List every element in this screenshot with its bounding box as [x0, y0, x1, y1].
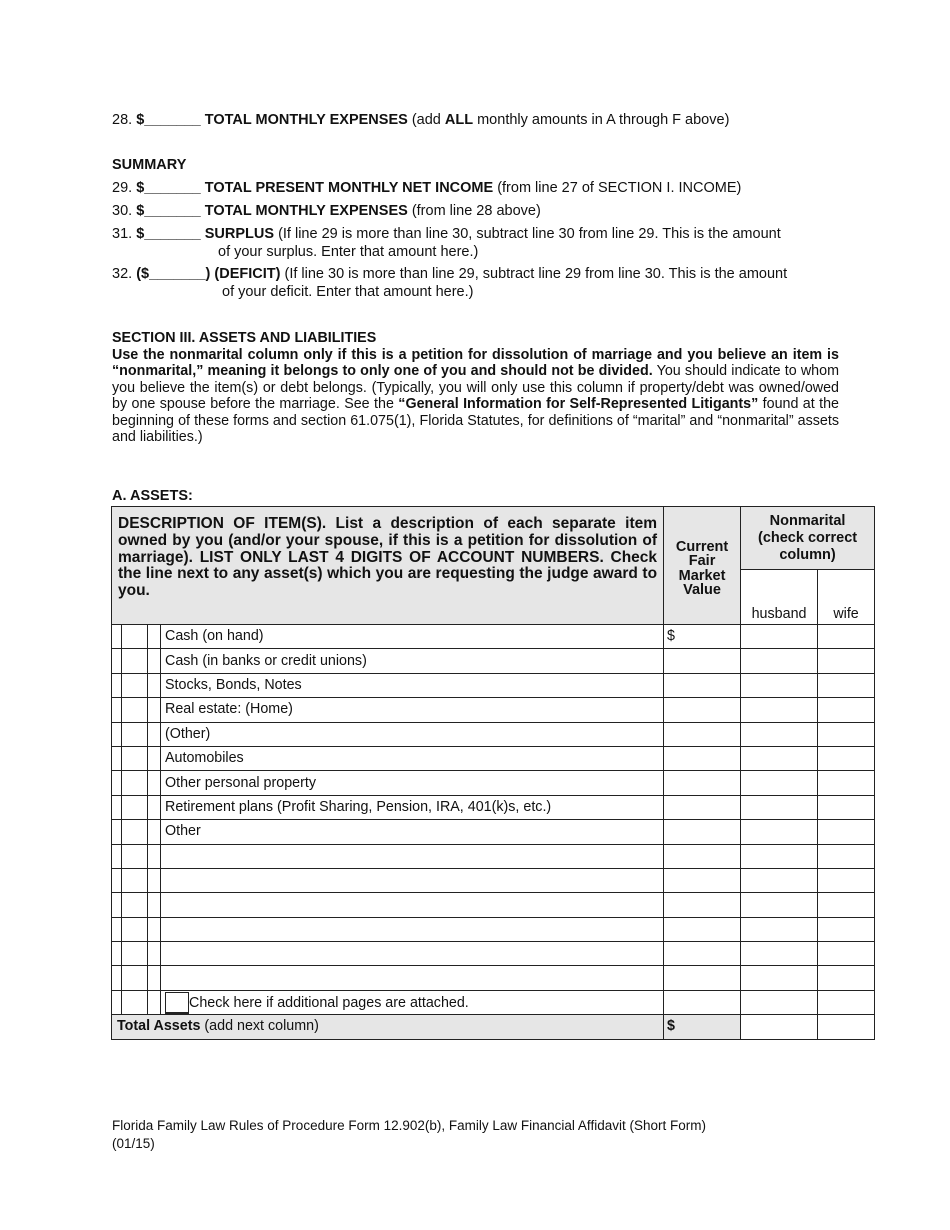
item-description[interactable]: Other personal property [161, 771, 664, 795]
wife-cell[interactable] [818, 673, 875, 697]
checkbox-cell[interactable] [122, 966, 148, 990]
footer-form-title: Florida Family Law Rules of Procedure Form 12.902(b), Family Law Financial Affidavit (Short Form) [112, 1118, 706, 1133]
value-cell[interactable] [664, 917, 741, 941]
item-description[interactable] [161, 942, 664, 966]
section-3-paragraph [112, 347, 839, 446]
husband-cell[interactable] [741, 746, 818, 770]
row-margin [112, 746, 122, 770]
header-line: Value [683, 582, 721, 598]
checkbox-cell[interactable] [122, 649, 148, 673]
table-row [112, 649, 875, 673]
footer-revision-date: (01/15) [112, 1136, 155, 1151]
value-cell[interactable]: $ [664, 625, 741, 649]
value-cell[interactable] [664, 722, 741, 746]
spacer-cell [148, 625, 161, 649]
wife-cell[interactable] [818, 844, 875, 868]
row-margin [112, 990, 122, 1014]
total-assets-label-cell [112, 1015, 664, 1039]
spacer-cell [148, 917, 161, 941]
attached-pages-label: Check here if additional pages are attached. [189, 994, 469, 1011]
value-cell[interactable] [664, 990, 741, 1014]
table-row [112, 771, 875, 795]
assets-table [111, 506, 875, 1040]
total-wife-cell[interactable] [818, 1015, 875, 1039]
husband-cell[interactable] [741, 673, 818, 697]
line-number: 30. [112, 203, 133, 219]
checkbox-cell[interactable] [122, 844, 148, 868]
checkbox-cell[interactable] [122, 820, 148, 844]
value-cell[interactable] [664, 844, 741, 868]
wife-cell[interactable] [818, 820, 875, 844]
table-row [112, 966, 875, 990]
total-assets-row [112, 1015, 875, 1039]
value-cell[interactable] [664, 673, 741, 697]
amount-blank[interactable]: ($_______) [136, 266, 211, 282]
table-row [112, 893, 875, 917]
wife-cell[interactable] [818, 966, 875, 990]
line-number: 28. [112, 112, 133, 128]
footer [112, 1117, 706, 1153]
checkbox-cell[interactable] [122, 746, 148, 770]
summary-heading: SUMMARY [112, 157, 187, 173]
spacer-cell [148, 942, 161, 966]
row-margin [112, 649, 122, 673]
wife-cell[interactable] [818, 722, 875, 746]
line-number: 29. [112, 180, 133, 196]
line-30 [112, 203, 541, 220]
table-row [112, 844, 875, 868]
husband-cell[interactable] [741, 966, 818, 990]
item-description[interactable]: Real estate: (Home) [161, 698, 664, 722]
value-cell[interactable] [664, 795, 741, 819]
spacer-cell [148, 649, 161, 673]
checkbox-cell[interactable] [122, 917, 148, 941]
spacer-cell [148, 771, 161, 795]
line-32-continuation: of your deficit. Enter that amount here.) [222, 284, 474, 300]
spacer-cell [148, 868, 161, 892]
checkbox-cell[interactable] [122, 893, 148, 917]
section-3-bold-intro: Use the nonmarital column only if this is a petition for dissolution of marriage and you believe an item is “nonmarital,” meaning it belongs to only one of you and should not be divided. [112, 346, 839, 379]
husband-cell[interactable] [741, 698, 818, 722]
attached-pages-checkbox[interactable] [165, 992, 189, 1014]
line-text-bold: ALL [444, 112, 474, 128]
table-row [112, 673, 875, 697]
line-label: SURPLUS [204, 226, 275, 242]
section-3-heading: SECTION III. ASSETS AND LIABILITIES [112, 330, 377, 346]
husband-cell[interactable] [741, 990, 818, 1014]
item-description[interactable]: Retirement plans (Profit Sharing, Pension, IRA, 401(k)s, etc.) [161, 795, 664, 819]
section-3-text: You should indicate to whom you believe the item(s) or debt belongs. (Typically, you will only use this column if property/debt was owned/owed by one spouse before the marriage. See the [112, 363, 839, 412]
table-row [112, 795, 875, 819]
spacer-cell [148, 722, 161, 746]
item-description[interactable] [161, 844, 664, 868]
checkbox-cell[interactable] [122, 868, 148, 892]
nonmarital-header [741, 507, 875, 570]
table-row [112, 746, 875, 770]
assets-heading: A. ASSETS: [112, 488, 193, 504]
total-assets-value[interactable]: $ [664, 1015, 741, 1039]
wife-cell[interactable] [818, 649, 875, 673]
table-row [112, 625, 875, 649]
row-margin [112, 722, 122, 746]
row-margin [112, 942, 122, 966]
line-32 [112, 266, 787, 283]
spacer-cell [148, 795, 161, 819]
checkbox-cell[interactable] [122, 673, 148, 697]
table-row [112, 868, 875, 892]
item-description[interactable]: Other [161, 820, 664, 844]
amount-blank[interactable]: $_______ [136, 180, 201, 196]
wife-header: wife [818, 570, 875, 625]
item-description[interactable] [161, 966, 664, 990]
checkbox-cell[interactable] [122, 771, 148, 795]
attached-pages-cell [161, 990, 664, 1014]
header-line: (check correct [757, 529, 858, 546]
table-row [112, 698, 875, 722]
table-row [112, 722, 875, 746]
wife-cell[interactable] [818, 942, 875, 966]
checkbox-cell[interactable] [122, 698, 148, 722]
husband-cell[interactable] [741, 820, 818, 844]
spacer-cell [148, 746, 161, 770]
row-margin [112, 966, 122, 990]
item-description[interactable]: (Other) [161, 722, 664, 746]
table-row [112, 820, 875, 844]
header-line: Market [678, 567, 726, 584]
line-31 [112, 226, 781, 243]
checkbox-cell[interactable] [122, 990, 148, 1014]
header-line: column) [779, 546, 836, 563]
line-text: (add [411, 112, 445, 128]
line-label: TOTAL MONTHLY EXPENSES [204, 203, 408, 219]
total-assets-label: Total Assets [117, 1018, 201, 1035]
value-cell[interactable] [664, 820, 741, 844]
line-label: TOTAL PRESENT MONTHLY NET INCOME [204, 180, 494, 196]
checkbox-cell[interactable] [122, 942, 148, 966]
spacer-cell [148, 698, 161, 722]
line-text: (If line 30 is more than line 29, subtract line 29 from line 30. This is the amount [284, 266, 788, 282]
husband-cell[interactable] [741, 771, 818, 795]
item-description[interactable]: Cash (in banks or credit unions) [161, 649, 664, 673]
husband-header: husband [741, 570, 818, 625]
value-cell[interactable] [664, 771, 741, 795]
spacer-cell [148, 966, 161, 990]
husband-cell[interactable] [741, 795, 818, 819]
husband-cell[interactable] [741, 722, 818, 746]
spacer-cell [148, 673, 161, 697]
wife-cell[interactable] [818, 746, 875, 770]
value-cell[interactable] [664, 868, 741, 892]
spacer-cell [148, 844, 161, 868]
amount-blank[interactable]: $_______ [136, 203, 201, 219]
wife-cell[interactable] [818, 893, 875, 917]
amount-blank[interactable]: $_______ [136, 112, 201, 128]
row-margin [112, 844, 122, 868]
line-28 [112, 112, 729, 129]
row-margin [112, 893, 122, 917]
item-description[interactable] [161, 868, 664, 892]
wife-cell[interactable] [818, 795, 875, 819]
item-description[interactable] [161, 893, 664, 917]
wife-cell[interactable] [818, 990, 875, 1014]
table-row [112, 942, 875, 966]
wife-cell[interactable] [818, 771, 875, 795]
value-cell[interactable] [664, 893, 741, 917]
value-cell[interactable] [664, 942, 741, 966]
item-description[interactable] [161, 917, 664, 941]
market-value-header [664, 507, 741, 625]
table-row [112, 917, 875, 941]
row-margin [112, 868, 122, 892]
row-margin [112, 673, 122, 697]
value-cell[interactable] [664, 966, 741, 990]
section-3-text: found at the beginning of these forms and section 61.075(1), Florida Statutes, for definitions of “marital” and “nonmarital” assets and liabilities.) [112, 396, 839, 445]
item-description[interactable]: Automobiles [161, 746, 664, 770]
checkbox-cell[interactable] [122, 795, 148, 819]
line-number: 32. [112, 266, 133, 282]
description-header: DESCRIPTION OF ITEM(S). List a description of each separate item owned by you (and/or your spouse, if this is a petition for dissolution of marriage). LIST ONLY LAST 4 DIGITS OF ACCOUNT NUMBERS. Check the line next to any asset(s) which you are requesting the judge award to you. [112, 507, 664, 625]
row-margin [112, 771, 122, 795]
line-label: (DEFICIT) [214, 266, 281, 282]
total-assets-note: (add next column) [204, 1018, 319, 1035]
item-description[interactable]: Stocks, Bonds, Notes [161, 673, 664, 697]
line-number: 31. [112, 226, 133, 242]
checkbox-cell[interactable] [122, 625, 148, 649]
line-29 [112, 180, 741, 197]
value-cell[interactable] [664, 746, 741, 770]
line-text: (If line 29 is more than line 30, subtract line 30 from line 29. This is the amount [278, 226, 781, 242]
section-3-bold-ref: “General Information for Self-Represented Litigants” [398, 396, 759, 412]
husband-cell[interactable] [741, 917, 818, 941]
amount-blank[interactable]: $_______ [136, 226, 201, 242]
spacer-cell [148, 820, 161, 844]
husband-cell[interactable] [741, 844, 818, 868]
row-margin [112, 795, 122, 819]
header-line: Nonmarital [769, 512, 846, 529]
line-31-continuation: of your surplus. Enter that amount here.) [218, 244, 479, 260]
wife-cell[interactable] [818, 625, 875, 649]
section-3 [112, 330, 839, 446]
husband-cell[interactable] [741, 868, 818, 892]
spacer-cell [148, 893, 161, 917]
husband-cell[interactable] [741, 649, 818, 673]
wife-cell[interactable] [818, 698, 875, 722]
total-husband-cell[interactable] [741, 1015, 818, 1039]
line-text: (from line 27 of SECTION I. INCOME) [497, 180, 742, 196]
row-margin [112, 917, 122, 941]
row-margin [112, 625, 122, 649]
wife-cell[interactable] [818, 868, 875, 892]
husband-cell[interactable] [741, 625, 818, 649]
line-text: monthly amounts in A through F above) [473, 112, 730, 128]
line-label: TOTAL MONTHLY EXPENSES [204, 112, 408, 128]
checkbox-cell[interactable] [122, 722, 148, 746]
row-margin [112, 820, 122, 844]
header-line: Fair [688, 553, 716, 569]
value-cell[interactable] [664, 698, 741, 722]
wife-cell[interactable] [818, 917, 875, 941]
row-margin [112, 698, 122, 722]
spacer-cell [148, 990, 161, 1014]
attached-pages-row [112, 990, 875, 1014]
value-cell[interactable] [664, 649, 741, 673]
husband-cell[interactable] [741, 942, 818, 966]
item-description[interactable]: Cash (on hand) [161, 625, 664, 649]
header-line: Current [675, 538, 729, 555]
line-text: (from line 28 above) [411, 203, 541, 219]
husband-cell[interactable] [741, 893, 818, 917]
